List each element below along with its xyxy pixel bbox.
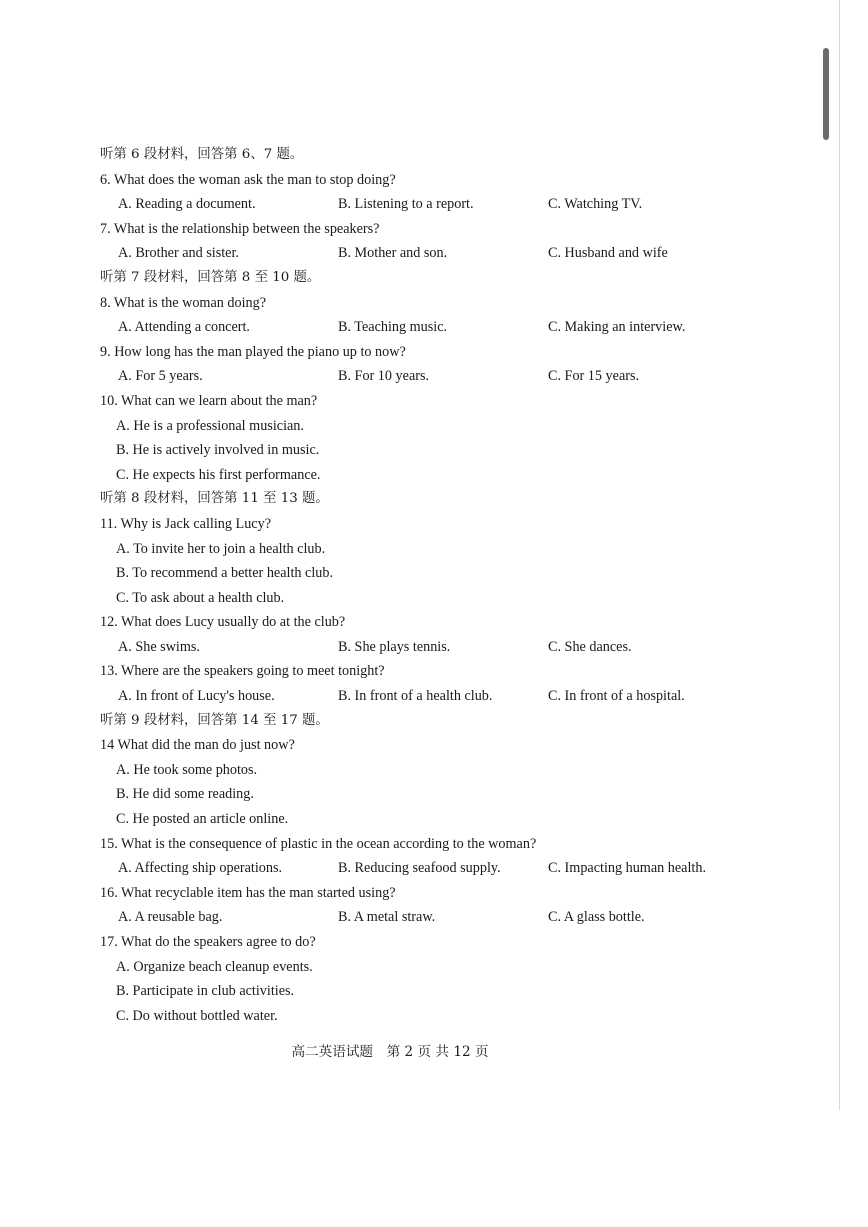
question-stem: 6. What does the woman ask the man to stop doing? <box>100 171 396 188</box>
option-c: C. In front of a hospital. <box>548 688 685 705</box>
options-row <box>100 241 740 266</box>
option-c: C. Husband and wife <box>548 245 668 262</box>
question-stem: 10. What can we learn about the man? <box>100 392 318 409</box>
scan-clip-mark <box>823 48 829 140</box>
options-row <box>100 856 740 881</box>
section-heading: 听第 8 段材料，回答第 11 至 13 题。 <box>100 491 329 507</box>
section-heading: 听第 6 段材料，回答第 6、7 题。 <box>100 147 304 162</box>
option-a: A. Brother and sister. <box>118 245 239 262</box>
option-c: C. He posted an article online. <box>116 811 289 828</box>
option-a: A. A reusable bag. <box>118 909 223 926</box>
section-heading: 听第 7 段材料，回答第 8 至 10 题。 <box>100 269 321 285</box>
option-b: B. Listening to a report. <box>338 196 474 213</box>
option-b: B. In front of a health club. <box>338 688 493 705</box>
question-stem: 12. What does Lucy usually do at the club? <box>100 614 346 631</box>
option-b: B. To recommend a better health club. <box>116 565 334 582</box>
option-c: C. She dances. <box>548 638 632 655</box>
options-row <box>100 684 740 709</box>
option-a: A. Attending a concert. <box>118 319 250 336</box>
option-c: C. He expects his first performance. <box>116 466 321 483</box>
option-c: C. Do without bottled water. <box>116 1007 278 1024</box>
options-row <box>100 635 740 660</box>
options-row <box>100 364 740 389</box>
options-row <box>100 315 740 340</box>
question-stem: 14 What did the man do just now? <box>100 737 295 754</box>
options-row <box>100 905 740 930</box>
option-c: C. Watching TV. <box>548 196 643 213</box>
question-stem: 7. What is the relationship between the speakers? <box>100 220 380 237</box>
option-a: A. She swims. <box>118 638 200 655</box>
option-a: A. He is a professional musician. <box>116 417 304 434</box>
option-b: B. She plays tennis. <box>338 638 451 655</box>
options-row <box>100 192 740 217</box>
scan-edge <box>839 0 840 1110</box>
option-b: B. A metal straw. <box>338 909 436 926</box>
option-a: A. In front of Lucy's house. <box>118 688 275 705</box>
page-footer: 高二英语试题 第 2 页 共 12 页 <box>291 1044 489 1060</box>
question-list <box>100 143 740 1028</box>
option-b: B. For 10 years. <box>338 368 430 385</box>
option-b: B. He did some reading. <box>116 786 254 803</box>
option-a: A. He took some photos. <box>116 761 258 778</box>
option-a: A. To invite her to join a health club. <box>116 540 326 557</box>
question-stem: 13. Where are the speakers going to meet tonight? <box>100 663 385 680</box>
option-a: A. Affecting ship operations. <box>118 860 283 877</box>
question-stem: 9. How long has the man played the piano up to now? <box>100 343 406 360</box>
question-stem: 17. What do the speakers agree to do? <box>100 934 316 950</box>
option-a: A. For 5 years. <box>118 368 203 385</box>
option-c: C. A glass bottle. <box>548 909 645 926</box>
option-a: A. Reading a document. <box>118 196 256 213</box>
question-stem: 8. What is the woman doing? <box>100 294 267 311</box>
question-stem: 11. Why is Jack calling Lucy? <box>100 515 271 532</box>
section-heading: 听第 9 段材料，回答第 14 至 17 题。 <box>100 712 329 728</box>
option-c: C. To ask about a health club. <box>116 589 285 606</box>
option-b: B. Teaching music. <box>338 319 448 336</box>
option-b: B. He is actively involved in music. <box>116 442 320 459</box>
question-stem: 15. What is the consequence of plastic in the ocean according to the woman? <box>100 835 537 852</box>
option-c: C. For 15 years. <box>548 368 640 385</box>
option-b: B. Reducing seafood supply. <box>338 860 501 877</box>
question-stem: 16. What recyclable item has the man started using? <box>100 884 396 901</box>
option-b: B. Mother and son. <box>338 245 448 262</box>
option-c: C. Impacting human health. <box>548 860 706 877</box>
option-b: B. Participate in club activities. <box>116 983 295 1000</box>
option-a: A. Organize beach cleanup events. <box>116 958 313 975</box>
option-c: C. Making an interview. <box>548 319 686 336</box>
